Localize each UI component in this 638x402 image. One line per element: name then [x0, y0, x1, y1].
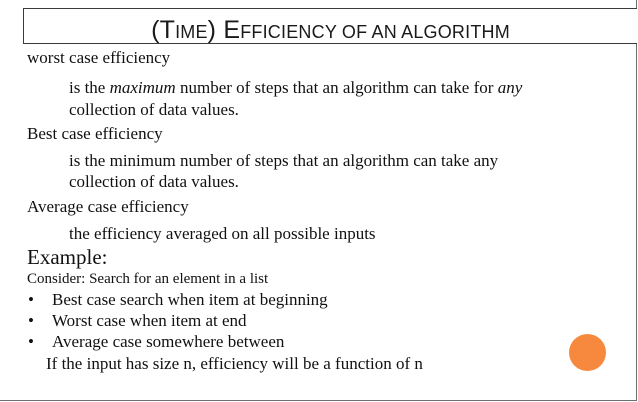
- bullet-item: [28, 332, 285, 352]
- title-box: [23, 8, 637, 44]
- best-case-desc-line1: is the minimum number of steps that an algorithm can take any: [69, 151, 499, 170]
- worst-case-desc-line2: collection of data values.: [69, 100, 239, 119]
- orange-circle-decoration: [569, 334, 606, 371]
- bullet-icon: •: [28, 311, 34, 330]
- best-case-heading: Best case efficiency: [27, 124, 163, 143]
- bullet-text: Best case search when item at beginning: [52, 290, 328, 309]
- example-heading: Example:: [27, 245, 108, 269]
- conclusion-text: If the input has size n, efficiency will be a function of n: [46, 354, 423, 373]
- worst-case-desc-line1: is the maximum number of steps that an algorithm can take for any: [69, 78, 523, 97]
- worst-case-heading: worst case efficiency: [27, 48, 171, 67]
- bullet-text: Worst case when item at end: [52, 311, 247, 330]
- bullet-icon: •: [28, 332, 34, 351]
- slide-title: (TIME) EFFICIENCY OF AN ALGORITHM: [151, 16, 510, 44]
- bullet-item: [28, 311, 247, 331]
- average-case-desc: the efficiency averaged on all possible inputs: [69, 224, 376, 243]
- bullet-icon: •: [28, 290, 34, 309]
- average-case-heading: Average case efficiency: [27, 197, 189, 216]
- bullet-item: [28, 290, 328, 310]
- example-consider: Consider: Search for an element in a list: [27, 271, 269, 287]
- bullet-text: Average case somewhere between: [52, 332, 285, 351]
- best-case-desc-line2: collection of data values.: [69, 172, 239, 191]
